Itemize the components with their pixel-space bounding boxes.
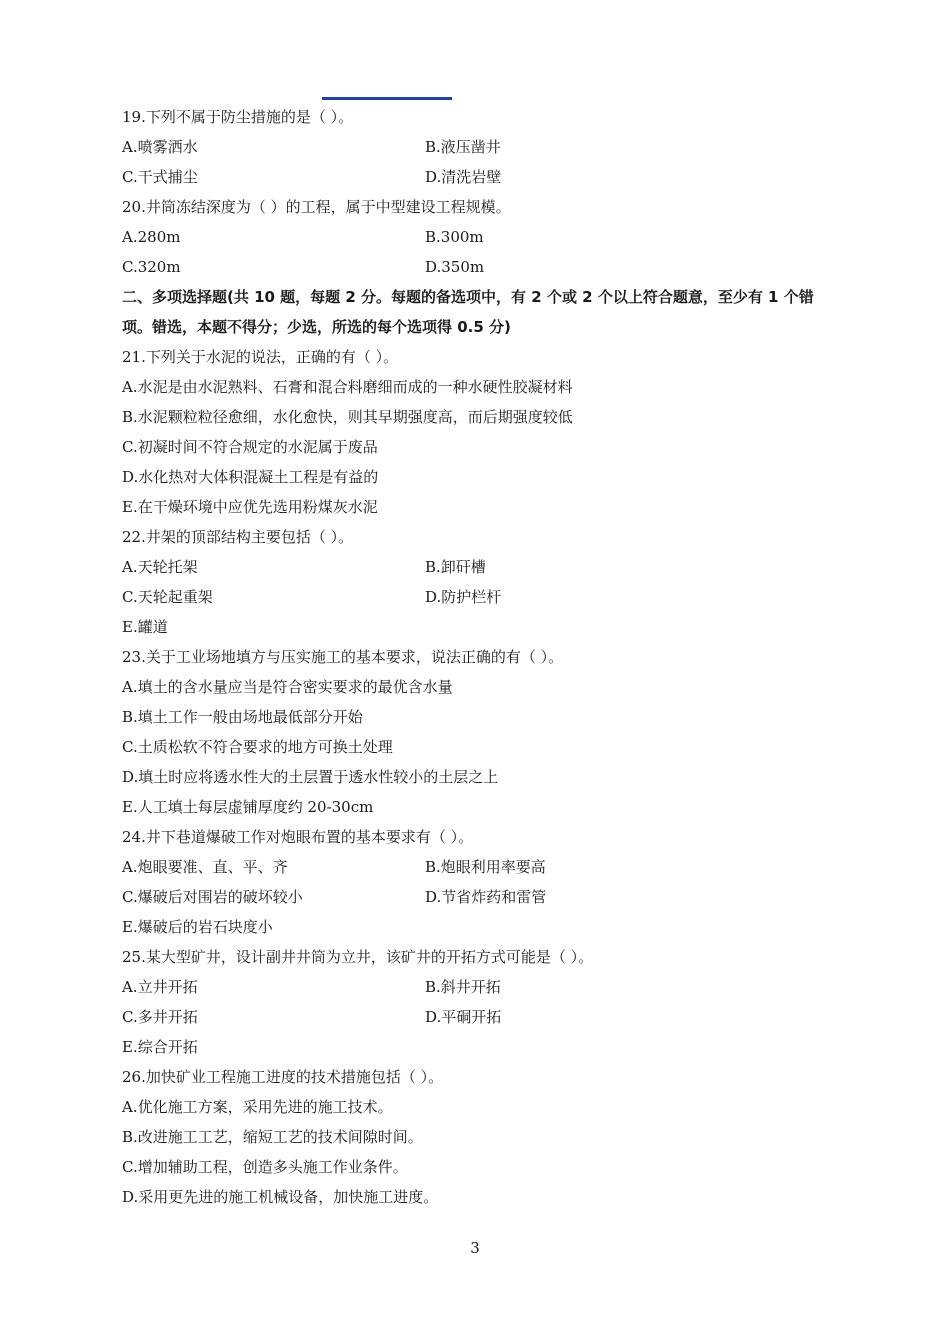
- option-b: B.填土工作一般由场地最低部分开始: [122, 708, 363, 726]
- section-heading-line1: 二、多项选择题(共 10 题，每题 2 分。每题的备选项中，有 2 个或 2 个以上符合题意，至少有 1 个错: [122, 288, 814, 306]
- question-25: 25.某大型矿井，设计副井井筒为立井，该矿井的开拓方式可能是（ ）。: [122, 948, 594, 966]
- option-c: C.土质松软不符合要求的地方可换土处理: [122, 738, 393, 756]
- question-20: 20.井筒冻结深度为（ ）的工程，属于中型建设工程规模。: [122, 198, 511, 216]
- option-a: A.280m: [122, 228, 181, 246]
- option-e: E.人工填土每层虚铺厚度约 20-30cm: [122, 798, 374, 816]
- option-d: D.平硐开拓: [425, 1008, 502, 1026]
- page-content: [122, 102, 862, 1212]
- options-row: [122, 852, 862, 882]
- options-row: [122, 882, 862, 912]
- option-b: B.300m: [425, 228, 484, 246]
- option-b: B.液压凿井: [425, 138, 501, 156]
- option-b: B.炮眼利用率要高: [425, 858, 546, 876]
- options-row: [122, 1002, 862, 1032]
- option-c: C.天轮起重架: [122, 588, 213, 606]
- question-19: 19.下列不属于防尘措施的是（ ）。: [122, 108, 354, 126]
- header-rule: [322, 97, 452, 100]
- page-number: 3: [470, 1239, 480, 1257]
- option-a: A.天轮托架: [122, 558, 198, 576]
- options-row: [122, 582, 862, 612]
- option-a: A.填土的含水量应当是符合密实要求的最优含水量: [122, 678, 453, 696]
- option-a: A.喷雾洒水: [122, 138, 198, 156]
- question-24: 24.井下巷道爆破工作对炮眼布置的基本要求有（ ）。: [122, 828, 474, 846]
- option-e: E.罐道: [122, 618, 168, 636]
- option-d: D.防护栏杆: [425, 588, 502, 606]
- options-row: [122, 552, 862, 582]
- options-row: [122, 972, 862, 1002]
- option-c: C.增加辅助工程，创造多头施工作业条件。: [122, 1158, 408, 1176]
- option-a: A.炮眼要准、直、平、齐: [122, 858, 288, 876]
- option-c: C.初凝时间不符合规定的水泥属于废品: [122, 438, 378, 456]
- option-e: E.综合开拓: [122, 1038, 198, 1056]
- option-a: A.优化施工方案，采用先进的施工技术。: [122, 1098, 393, 1116]
- question-26: 26.加快矿业工程施工进度的技术措施包括（ ）。: [122, 1068, 444, 1086]
- option-d: D.填土时应将透水性大的土层置于透水性较小的土层之上: [122, 768, 499, 786]
- option-e: E.爆破后的岩石块度小: [122, 918, 273, 936]
- option-b: B.改进施工工艺，缩短工艺的技术间隙时间。: [122, 1128, 423, 1146]
- option-b: B.卸矸槽: [425, 558, 486, 576]
- option-d: D.水化热对大体积混凝土工程是有益的: [122, 468, 379, 486]
- options-row: [122, 222, 862, 252]
- option-c: C.320m: [122, 258, 181, 276]
- option-b: B.水泥颗粒粒径愈细，水化愈快，则其早期强度高，而后期强度较低: [122, 408, 573, 426]
- section-heading-line2: 项。错选，本题不得分；少选，所选的每个选项得 0.5 分): [122, 318, 511, 336]
- option-e: E.在干燥环境中应优先选用粉煤灰水泥: [122, 498, 378, 516]
- question-23: 23.关于工业场地填方与压实施工的基本要求，说法正确的有（ ）。: [122, 648, 564, 666]
- option-d: D.节省炸药和雷管: [425, 888, 547, 906]
- option-a: A.水泥是由水泥熟料、石膏和混合料磨细而成的一种水硬性胶凝材料: [122, 378, 573, 396]
- option-c: C.爆破后对围岩的破坏较小: [122, 888, 303, 906]
- options-row: [122, 132, 862, 162]
- option-d: D.350m: [425, 258, 485, 276]
- option-d: D.清洗岩壁: [425, 168, 502, 186]
- option-b: B.斜井开拓: [425, 978, 501, 996]
- option-c: C.多井开拓: [122, 1008, 198, 1026]
- option-a: A.立井开拓: [122, 978, 198, 996]
- option-c: C.干式捕尘: [122, 168, 198, 186]
- option-d: D.采用更先进的施工机械设备，加快施工进度。: [122, 1188, 439, 1206]
- question-22: 22.井架的顶部结构主要包括（ ）。: [122, 528, 354, 546]
- options-row: [122, 252, 862, 282]
- options-row: [122, 162, 862, 192]
- question-21: 21.下列关于水泥的说法，正确的有（ ）。: [122, 348, 399, 366]
